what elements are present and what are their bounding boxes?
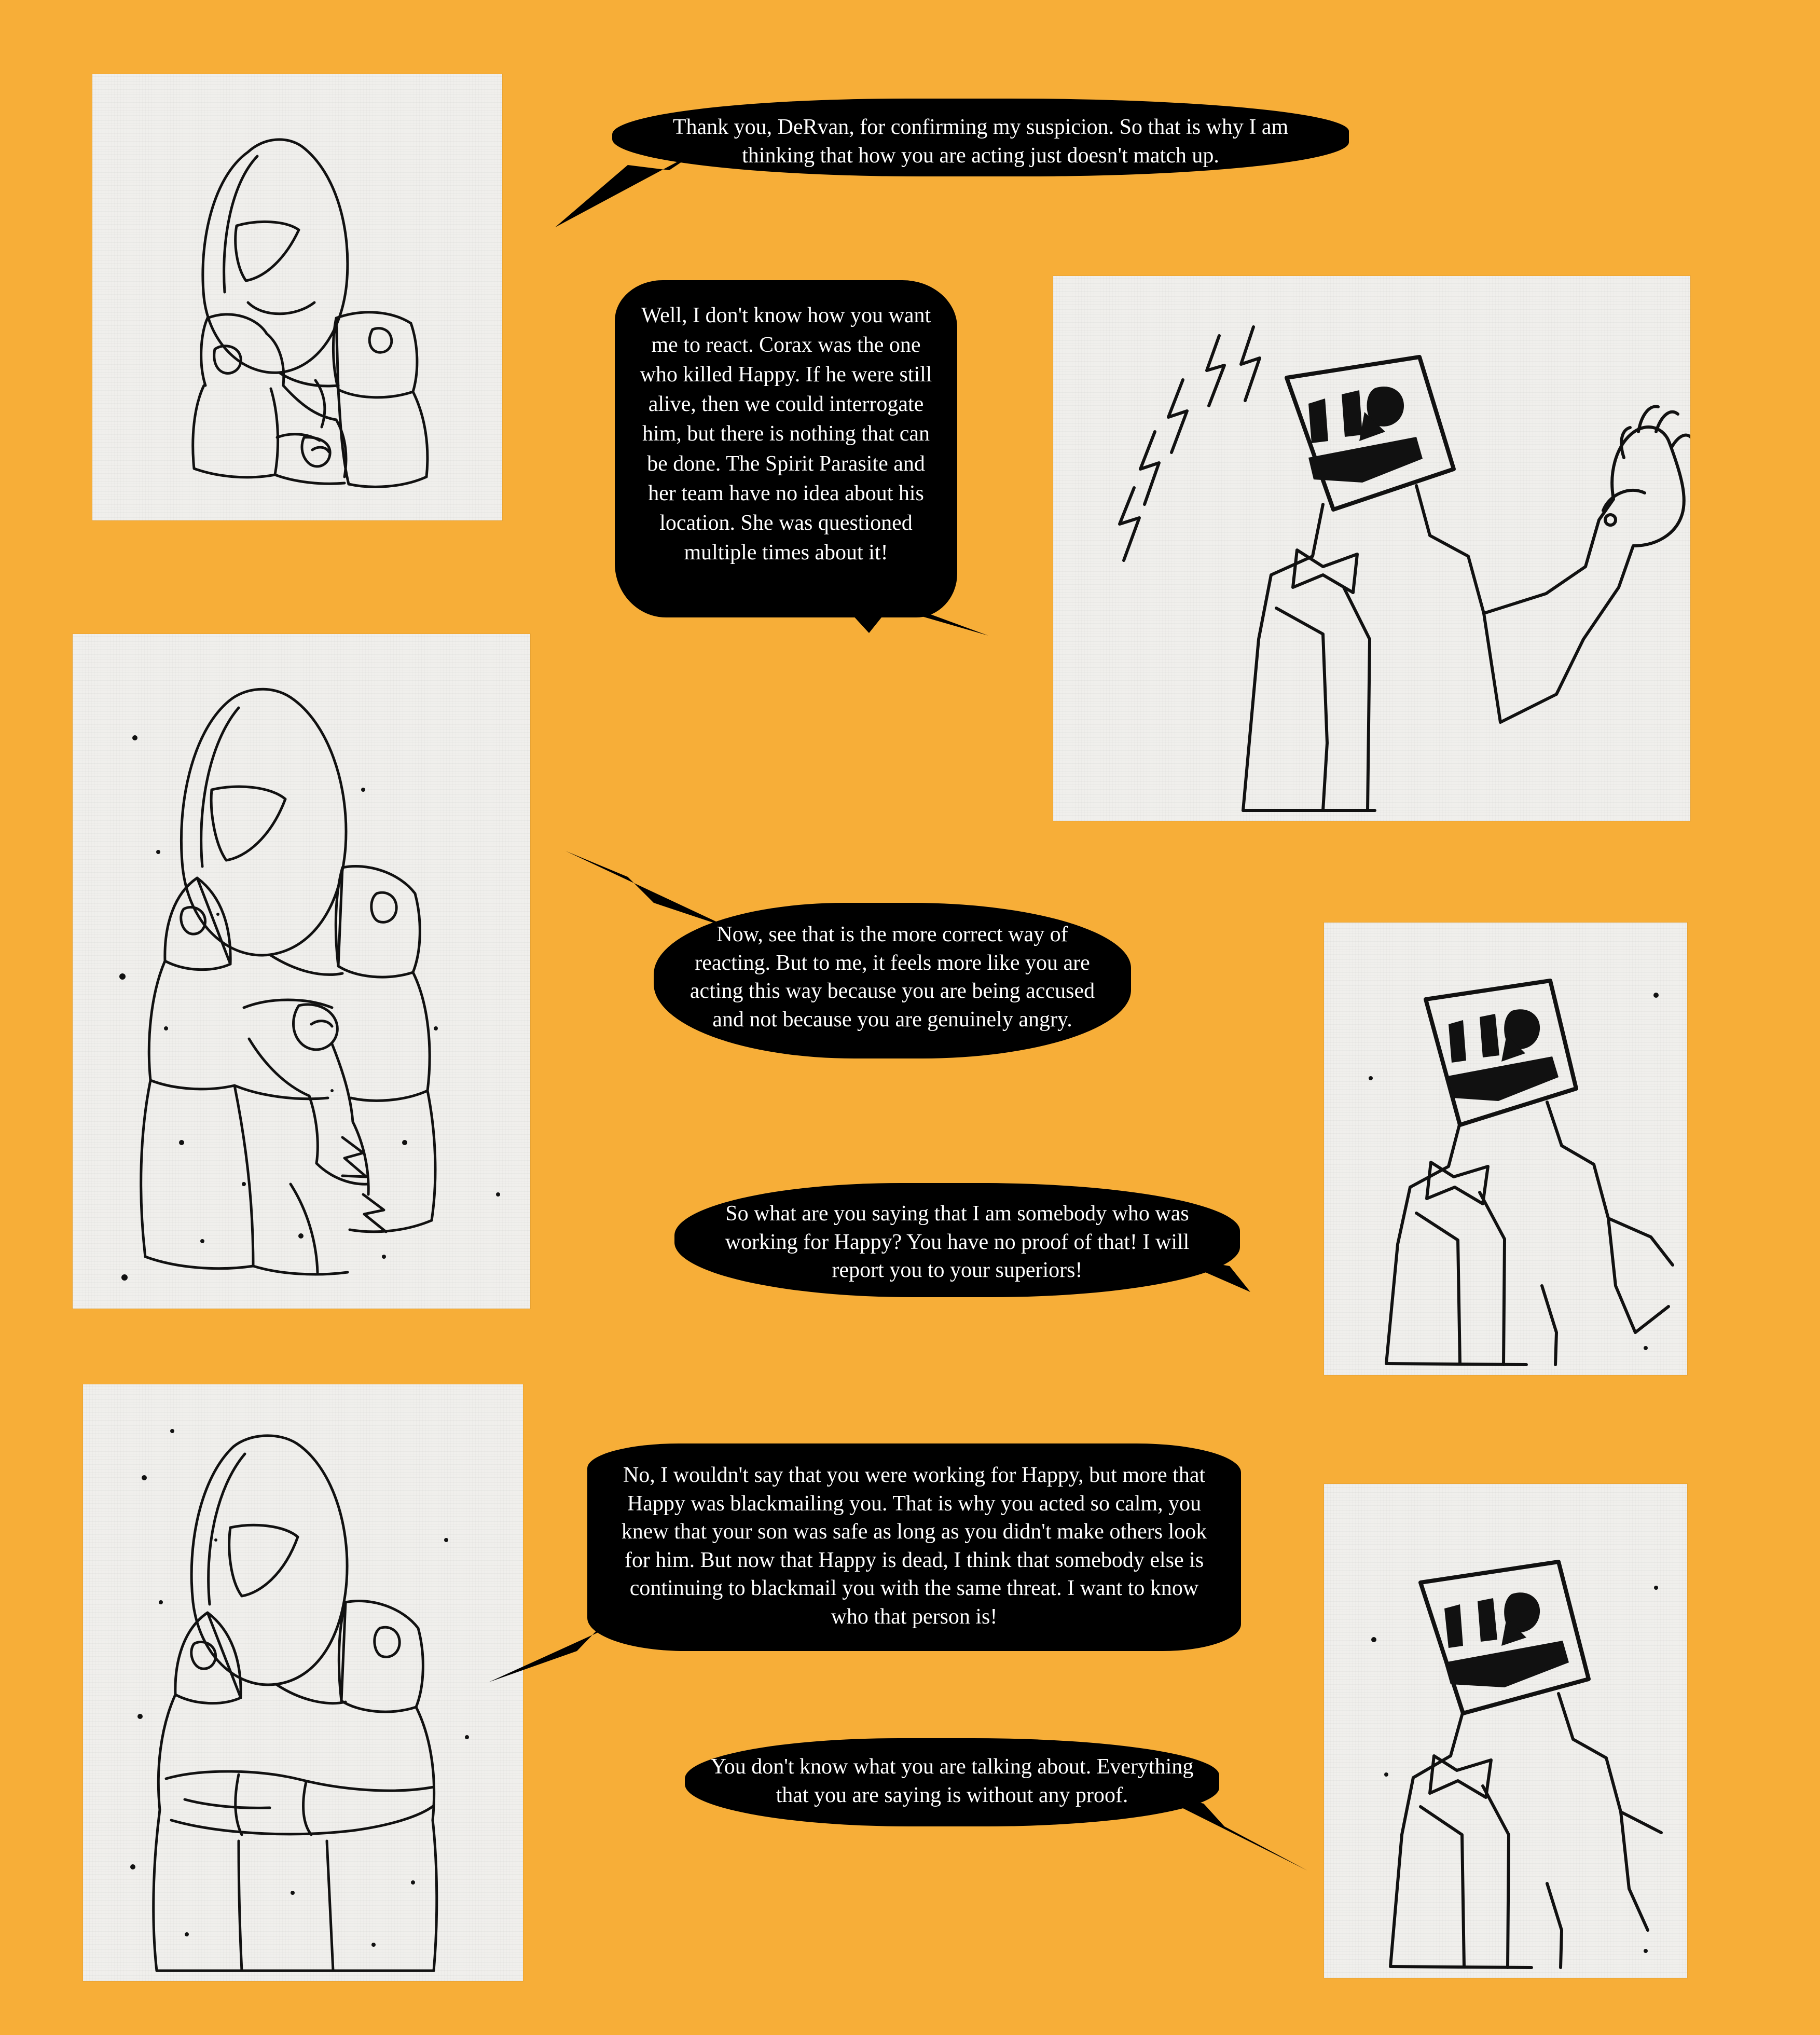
balloon-6-text: You don't know what you are talking about. Everything that you are saying is without any proof. [710,1755,1194,1807]
balloon-4-text: So what are you saying that I am somebody who was working for Happy? You have no proof of that! I will report you to your superiors! [725,1202,1190,1283]
speech-balloon-3 [654,903,1131,1058]
comic-panel-5 [83,1384,523,1981]
balloon-3-text: Now, see that is the more correct way of reacting. But to me, it feels more like you are acting this way because you are being accused and not because you are genuinely angry. [690,923,1095,1032]
panel-1-artwork [92,74,502,520]
comic-panel-4 [1324,923,1687,1375]
speech-balloon-1 [612,99,1349,176]
panel-3-artwork [73,634,530,1309]
balloon-5-text: No, I wouldn't say that you were working for Happy, but more that Happy was blackmailing you. That is why you acted so calm, you knew that your son was safe as long as you didn't make others look for him. But now that Happy is dead, I think that somebody else is continuing to blackmail you with the same threat. I want to know who that person is! [621,1463,1207,1629]
speech-balloon-4 [674,1183,1240,1297]
panel-5-artwork [83,1384,523,1981]
speech-balloon-2 [615,280,957,617]
speech-balloon-6 [685,1738,1219,1826]
comic-panel-6 [1324,1484,1687,1978]
speech-balloon-5 [587,1443,1241,1651]
panel-2-artwork [1053,276,1690,821]
comic-panel-2 [1053,276,1690,821]
balloon-2-text: Well, I don't know how you want me to react. Corax was the one who killed Happy. If he were still alive, then we could interrogate him, but there is nothing that can be done. The Spirit Parasite and her team have no idea about his location. She was questioned multiple times about it! [640,304,932,565]
balloon-2-tail [812,571,999,659]
panel-4-artwork [1324,923,1687,1375]
comic-panel-1 [92,74,502,520]
comic-panel-3 [73,634,530,1309]
panel-6-artwork [1324,1484,1687,1978]
balloon-1-text: Thank you, DeRvan, for confirming my suspicion. So that is why I am thinking that how you are acting just doesn't match up. [672,115,1289,168]
